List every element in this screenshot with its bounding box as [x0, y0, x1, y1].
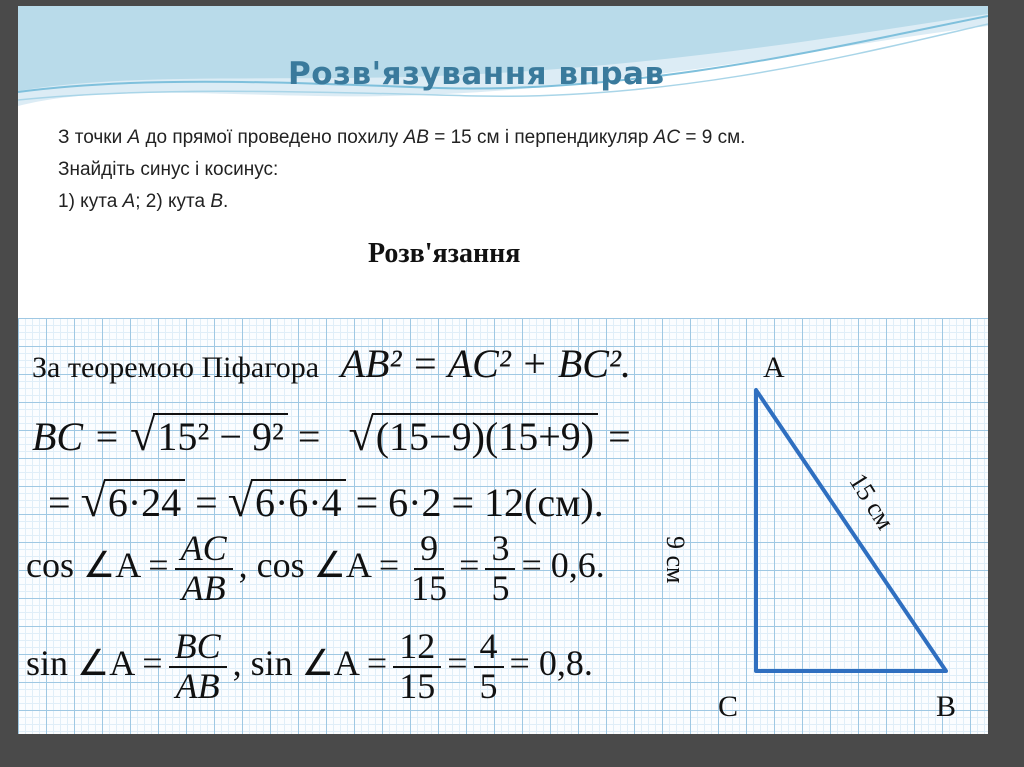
numerator: 4 [474, 628, 504, 668]
cos-result: = 0,6. [521, 545, 605, 586]
denominator: 5 [479, 665, 498, 706]
numerator: AC [175, 530, 233, 570]
equals: = [48, 480, 71, 525]
angle-a: A [122, 191, 136, 212]
sqrt-symbol: √ [227, 475, 253, 526]
cos-fraction-2 [405, 530, 453, 608]
sin-fraction-1 [169, 628, 227, 706]
segment-ac: AC [653, 127, 681, 148]
radicand-4: 6·6·4 [251, 479, 346, 525]
slide-title: Розв'язування вправ [288, 56, 665, 92]
problem-text: до прямої проведено похилу [140, 127, 404, 148]
problem-text: . [223, 191, 229, 212]
cos-label-2: , cos ∠A = [238, 545, 400, 586]
sqrt-symbol: √ [130, 409, 156, 460]
numerator: 12 [393, 628, 441, 668]
cos-line [26, 530, 605, 608]
bc-line-1 [32, 408, 631, 461]
vertex-c-label: C [718, 690, 739, 723]
sqrt-symbol: √ [348, 409, 374, 460]
bc-line-2 [48, 474, 604, 527]
problem-text: З точки [58, 127, 128, 148]
equals: = [447, 643, 468, 684]
solution-heading: Розв'язання [368, 238, 521, 269]
radicand-2: (15−9)(15+9) [372, 413, 598, 459]
numerator: 3 [485, 530, 515, 570]
bc-lhs: BC = [32, 414, 121, 459]
point-a: A [127, 127, 141, 148]
bc-result: = 6·2 = 12(см). [355, 480, 604, 525]
problem-statement [58, 122, 978, 218]
sin-fraction-3 [474, 628, 504, 706]
sin-fraction-2 [393, 628, 441, 706]
pythagoras-text: За теоремою Піфагора [32, 351, 320, 384]
sin-label: sin ∠A = [26, 643, 163, 684]
sin-line [26, 628, 593, 706]
denominator: 15 [399, 665, 436, 706]
denominator: AB [175, 665, 220, 706]
problem-text: 1) кута [58, 191, 123, 212]
side-ab-label: 15 см [843, 468, 901, 535]
radicand-3: 6·24 [104, 479, 185, 525]
equals: = [195, 480, 218, 525]
cos-fraction-3 [485, 530, 515, 608]
sin-result: = 0,8. [509, 643, 593, 684]
triangle-diagram [718, 346, 988, 734]
denominator: 15 [411, 567, 448, 608]
equals: = [459, 545, 480, 586]
problem-line-2: Знайдіть синус і косинус: [58, 159, 279, 180]
vertex-b-label: B [936, 690, 957, 723]
side-ac-label: 9 см [661, 536, 690, 584]
numerator: BC [169, 628, 227, 668]
problem-text: = 15 см і перпендикуляр [428, 127, 654, 148]
vertex-a-label: A [763, 351, 785, 384]
slide [18, 6, 988, 734]
problem-text: = 9 см. [680, 127, 746, 148]
pythagoras-formula: AB² = AC² + BC². [340, 341, 631, 386]
cos-label: cos ∠A = [26, 545, 169, 586]
denominator: AB [181, 567, 226, 608]
problem-line-1 [58, 122, 978, 154]
problem-line-3 [58, 186, 978, 218]
numerator: 9 [414, 530, 444, 570]
segment-ab: AB [403, 127, 429, 148]
sqrt-symbol: √ [80, 475, 106, 526]
denominator: 5 [491, 567, 510, 608]
problem-text: ; 2) кута [135, 191, 211, 212]
equals: = [297, 414, 321, 459]
equals: = [608, 414, 631, 459]
pythagoras-line [32, 340, 631, 387]
sin-label-2: , sin ∠A = [232, 643, 388, 684]
angle-b: B [210, 191, 224, 212]
cos-fraction-1 [175, 530, 233, 608]
radicand-1: 15² − 9² [153, 413, 288, 459]
triangle-abc [756, 390, 946, 671]
